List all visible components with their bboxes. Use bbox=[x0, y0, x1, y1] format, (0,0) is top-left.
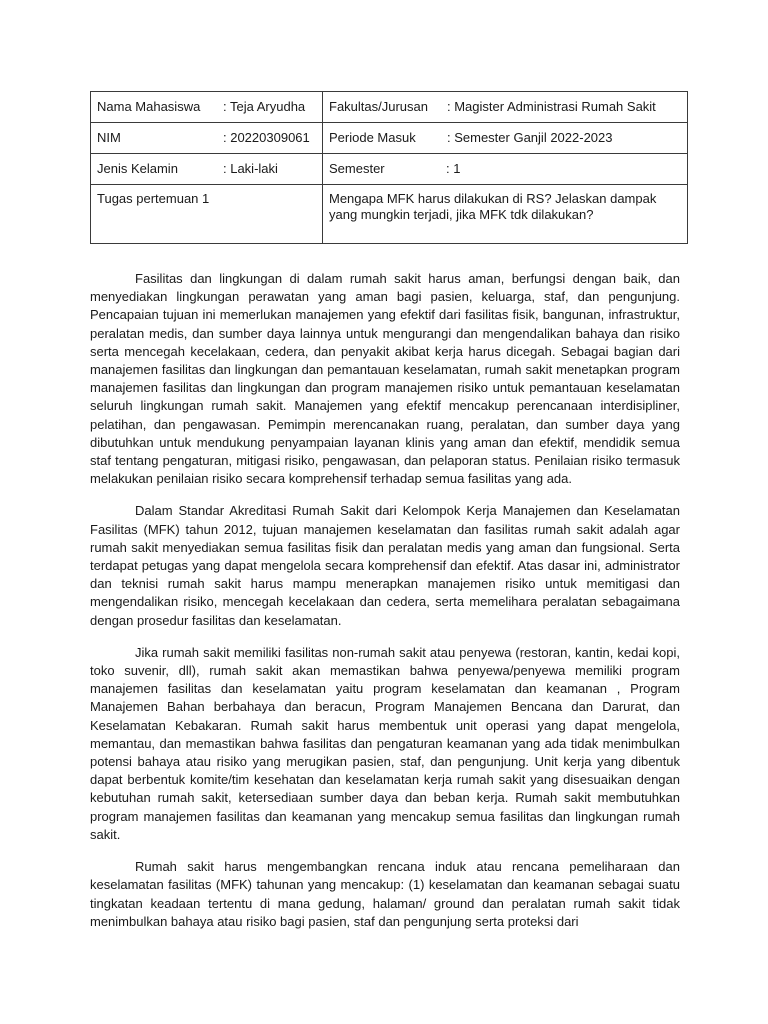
table-cell bbox=[323, 185, 688, 244]
table-cell bbox=[91, 185, 323, 244]
paragraph: Jika rumah sakit memiliki fasilitas non-rumah sakit atau penyewa (restoran, kantin, kedai kopi, toko suvenir, dll), rumah sakit akan memastikan bahwa penyewa/penyewa memiliki program manajemen fasilitas dan keselamatan yaitu program keselamatan dan keamanan , Program Manajemen Bahan berbahaya dan beracun, Program Manajemen Bencana dan Darurat, dan Keselamatan Kebakaran. Rumah sakit harus membentuk unit operasi yang dapat mengelola, memantau, dan memastikan bahwa fasilitas dan pengaturan keamanan yang ada tidak menimbulkan potensi bahaya atau risiko yang merugikan pasien, staf, dan pengunjung. Unit kerja yang dibentuk dapat berbentuk komite/tim kesehatan dan keselamatan kerja rumah sakit yang disesuaikan dengan kebutuhan rumah sakit, ketersediaan sumber daya dan beban kerja. Rumah sakit membutuhkan program manajemen fasilitas dan keamanan yang mencakup semua fasilitas dan lingkungan rumah sakit. bbox=[90, 644, 680, 842]
jenis-kelamin-label: Jenis Kelamin bbox=[97, 161, 178, 176]
nama-value: : Teja Aryudha bbox=[223, 99, 306, 114]
table-cell bbox=[91, 92, 323, 123]
table-cell bbox=[323, 123, 688, 154]
essay-body bbox=[90, 270, 680, 945]
jenis-kelamin-value: : Laki-laki bbox=[223, 161, 278, 176]
table-cell bbox=[91, 123, 323, 154]
periode-label: Periode Masuk bbox=[329, 130, 416, 145]
semester-value: : 1 bbox=[446, 161, 461, 176]
table-cell bbox=[91, 154, 323, 185]
table-row bbox=[91, 154, 688, 185]
tugas-label: Tugas pertemuan 1 bbox=[97, 191, 210, 206]
table-row bbox=[91, 185, 688, 244]
paragraph: Dalam Standar Akreditasi Rumah Sakit dari Kelompok Kerja Manajemen dan Keselamatan Fasilitas (MFK) tahun 2012, tujuan manajemen keselamatan dan fasilitas rumah sakit adalah agar rumah sakit menyediakan semua fasilitas fisik dan peralatan medis yang aman dan fungsional. Serta terdapat petugas yang dapat mengelola secara komprehensif dan efektif. Atas dasar ini, administrator dan teknisi rumah sakit harus mampu menerapkan manajemen risiko untuk memitigasi dan mengendalikan risiko, mencegah kecelakaan dan cedera, serta memelihara peralatan sebagaimana dengan prosedur fasilitas dan keselamatan. bbox=[90, 503, 680, 628]
nama-label: Nama Mahasiswa bbox=[97, 99, 201, 114]
table-cell bbox=[323, 154, 688, 185]
table-cell bbox=[323, 92, 688, 123]
tugas-question: Mengapa MFK harus dilakukan di RS? Jelaskan dampak yang mungkin terjadi, jika MFK tdk dilakukan? bbox=[329, 191, 657, 222]
table-row bbox=[91, 92, 688, 123]
table-row bbox=[91, 123, 688, 154]
paragraph: Fasilitas dan lingkungan di dalam rumah sakit harus aman, berfungsi dengan baik, dan menyediakan lingkungan perawatan yang aman bagi pasien, keluarga, staf, dan pengunjung. Pencapaian tujuan ini memerlukan manajemen yang efektif dari fasilitas fisik, bangunan, infrastruktur, peralatan medis, dan sumber daya lainnya untuk mengurangi dan mengendalikan bahaya dan risiko serta mencegah kecelakaan, cedera, dan penyakit akibat kerja harus dicegah. Sebagai bagian dari manajemen fasilitas dan lingkungan dan pemantauan keselamatan, rumah sakit menetapkan program manajemen fasilitas dan lingkungan dan program manajemen risiko untuk pemantauan keselamatan seluruh lingkungan rumah sakit. Manajemen yang efektif mencakup perencanaan interdisipliner, pelatihan, dan pengawasan. Pemimpin merencanakan ruang, peralatan, dan sumber daya yang dibutuhkan untuk mendukung penyampaian layanan klinis yang aman dan efektif, mendidik semua staf tentang pengaturan, mitigasi risiko, pengawasan, dan pelaporan status. Penilaian risiko termasuk melakukan penilaian risiko secara komprehensif terhadap semua fasilitas yang ada. bbox=[90, 271, 680, 487]
nim-value: : 20220309061 bbox=[223, 130, 310, 145]
periode-value: : Semester Ganjil 2022-2023 bbox=[447, 130, 613, 145]
semester-label: Semester bbox=[329, 161, 385, 176]
nim-label: NIM bbox=[97, 130, 121, 145]
fakultas-label: Fakultas/Jurusan bbox=[329, 99, 428, 114]
paragraph: Rumah sakit harus mengembangkan rencana induk atau rencana pemeliharaan dan keselamatan fasilitas (MFK) tahunan yang mencakup: (1) keselamatan dan keamanan sebagai suatu tingkatan keadaan tertentu di mana gedung, halaman/ ground dan peralatan rumah sakit tidak menimbulkan bahaya atau risiko bagi pasien, staf dan pengunjung serta proteksi dari bbox=[90, 859, 680, 929]
fakultas-value: : Magister Administrasi Rumah Sakit bbox=[447, 99, 656, 114]
student-info-table bbox=[90, 91, 688, 244]
